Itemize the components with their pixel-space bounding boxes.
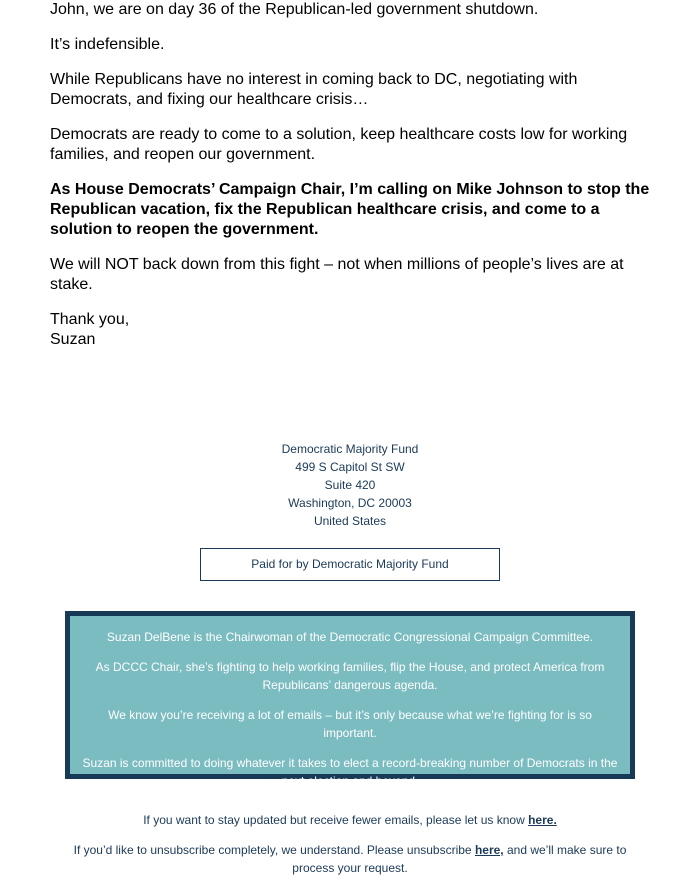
letter-paragraph-2: It’s indefensible. (50, 36, 165, 53)
info-paragraph-1: Suzan DelBene is the Chairwoman of the Democratic Congressional Campaign Committee. (106, 630, 594, 644)
unsubscribe-notice (60, 841, 640, 877)
letter-paragraph-bold: As House Democrats’ Campaign Chair, I’m calling on Mike Johnson to stop the Republican vacation, fix the Republican healthcare crisis, and come to a solution to reopen the government. (50, 181, 650, 238)
letter-closing-block (50, 310, 660, 350)
letter-paragraph-3: While Republicans have no interest in coming back to DC, negotiating with Democrats, and fixing our healthcare crisis… (50, 71, 578, 108)
info-paragraph-3: We know you’re receiving a lot of emails – but it’s only because what we’re fighting for is so important. (108, 708, 592, 740)
address-street: 499 S Capitol St SW (295, 460, 405, 474)
address-suite: Suite 420 (324, 478, 376, 492)
mailing-address (0, 440, 700, 530)
letter-closing: Thank you, (50, 311, 130, 328)
info-box (65, 611, 635, 788)
info-paragraph-4: Suzan is committed to doing whatever it takes to elect a record-breaking number of Democrats in the next election and beyond. (82, 756, 618, 788)
fewer-emails-notice (60, 811, 640, 829)
letter-paragraph-6: We will NOT back down from this fight – not when millions of people’s lives are at stake. (50, 256, 624, 293)
letter-body (50, 0, 660, 365)
unsubscribe-link[interactable]: here, (474, 843, 504, 857)
address-city: Washington, DC 20003 (288, 496, 412, 510)
letter-paragraph-1: John, we are on day 36 of the Republican-led government shutdown. (50, 1, 539, 18)
letter-paragraph-4: Democrats are ready to come to a solution, keep healthcare costs low for working families, and reopen our government. (50, 126, 628, 163)
unsubscribe-text-before: If you’d like to unsubscribe completely, we understand. Please unsubscribe (73, 843, 472, 857)
paid-for-disclaimer: Paid for by Democratic Majority Fund (200, 548, 500, 581)
unsubscribe-text-after: and we’ll make sure to process your request. (292, 843, 627, 875)
fewer-emails-text: If you want to stay updated but receive fewer emails, please let us know (143, 813, 525, 827)
address-country: United States (313, 514, 387, 528)
info-paragraph-2: As DCCC Chair, she’s fighting to help working families, flip the House, and protect America from Republicans’ dangerous agenda. (95, 660, 605, 692)
letter-signature: Suzan (50, 331, 96, 348)
fewer-emails-link[interactable]: here. (528, 813, 557, 827)
address-org: Democratic Majority Fund (281, 442, 419, 456)
